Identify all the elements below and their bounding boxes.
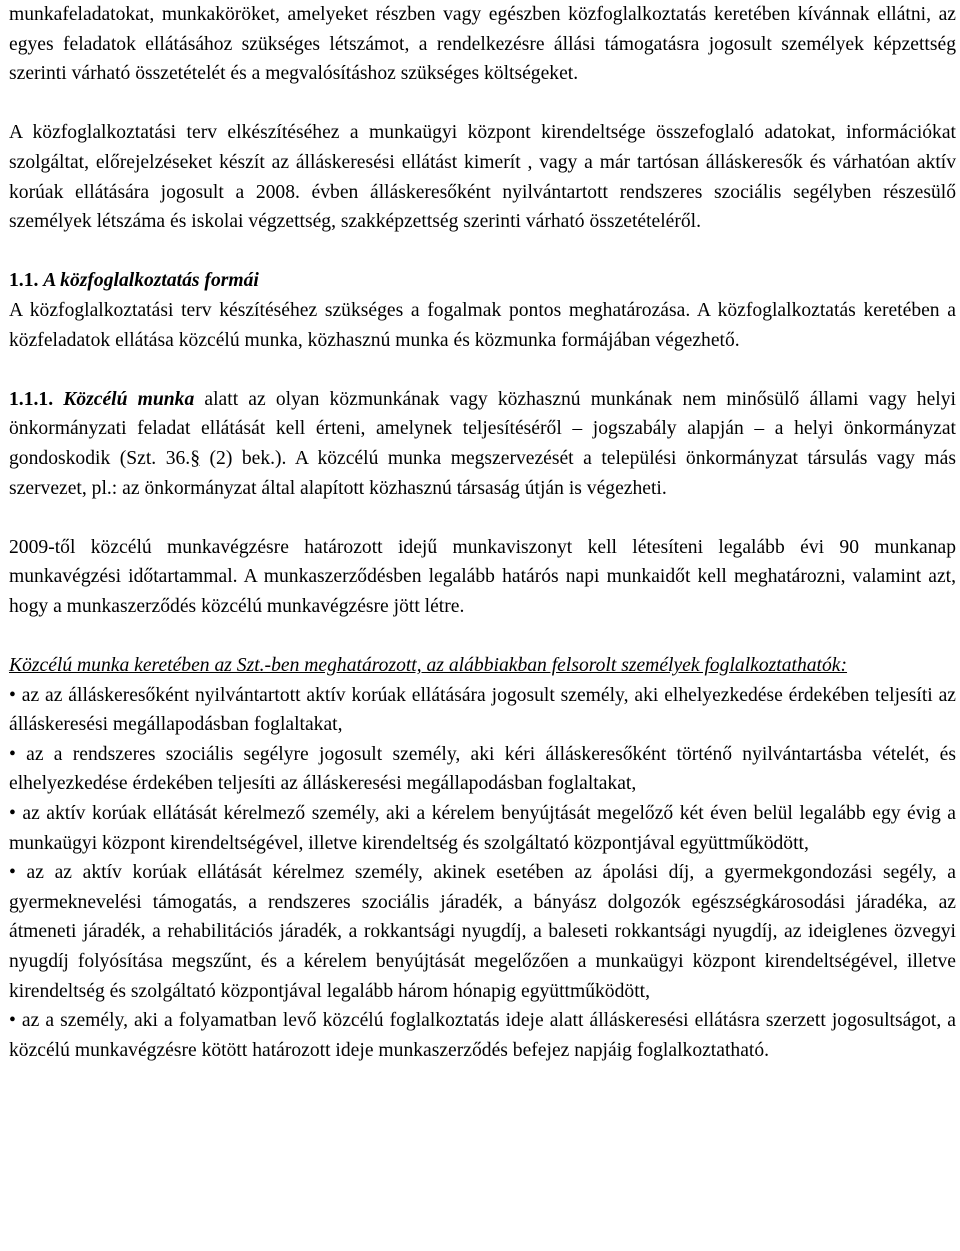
section-number: 1.1. — [9, 270, 39, 292]
section-1-1-1-paragraph — [9, 385, 956, 503]
section-title: A közfoglalkoztatás formái — [43, 270, 259, 292]
subsection-number: 1.1.1. — [9, 388, 54, 410]
list-item: • az az álláskeresőként nyilvántartott aktív korúak ellátására jogosult személy, aki elhelyezkedése érdekében teljesíti az álláskeresési megállapodásban foglaltakat, — [9, 684, 956, 736]
term-kozcelu-munka: Közcélú munka — [63, 388, 195, 410]
para-2009: 2009-től közcélú munkavégzésre határozott idejű munkaviszonyt kell létesíteni legalább évi 90 munkanap munkavégzési időtartammal. A munkaszerződésben legalább határós napi munkaidőt kell meghatározni, valamint azt, hogy a munkaszerződés közcélú munkavégzésre jött létre. — [9, 536, 956, 617]
list-item: • az a rendszeres szociális segélyre jogosult személy, aki kéri álláskeresőként történő nyilvántartásba vételét, és elhelyezkedése érdekében teljesíti az álláskeresési megállapodásban foglaltakat, — [9, 743, 956, 795]
list-intro: Közcélú munka keretében az Szt.-ben meghatározott, az alábbiakban felsorolt személyek foglalkoztathatók: — [9, 655, 848, 677]
list-item: • az az aktív korúak ellátását kérelmez személy, akinek esetében az ápolási díj, a gyermekgondozási segély, a gyermeknevelési támogatás, a rendszeres szociális járadék, a bányász dolgozók egészségkárosodási járadéka, az átmeneti járadék, a rehabilitációs járadék, a rokkantsági nyugdíj, a baleseti rokkantsági nyugdíj, az ideiglenes özvegyi nyugdíj folyósítása megszűnt, és a kérelem benyújtását megelőzően a munkaügyi központ kirendeltségével, illetve kirendeltség és szolgáltató központjával legalább három hónapig együttműködött, — [9, 862, 956, 1002]
document-page — [9, 0, 956, 1065]
subsection-text-b: (2) bek.). A közcélú munka megszervezését a települési önkormányzat társulás vagy más szervezet, pl.: az önkormányzat által alapított közhasznú társaság útján is végezheti. — [9, 447, 956, 499]
list-item: • az aktív korúak ellátását kérelmező személy, aki a kérelem benyújtását megelőző két éven belül legalább egy évig a munkaügyi központ kirendeltségével, illetve kirendeltség és szolgáltató központjával együttműködött, — [9, 803, 956, 854]
section-1-1-heading — [9, 266, 956, 296]
subsection-text-a: alatt az olyan közmunkának vagy közhasznú munkának nem minősülő állami vagy helyi önkormányzati feladat ellátását kell érteni, amelynek teljesítéséről – jogszabály alapján – a helyi önkormányzat gondoskodik (Szt. 36. — [9, 388, 956, 469]
list-item: • az a személy, aki a folyamatban levő közcélú foglalkoztatás ideje alatt álláskeresési ellátásra szerzett jogosultságot, a közcélú munkavégzésre kötött határozott ideje munkaszerződés befejez napjáig foglalkoztatható. — [9, 1010, 956, 1061]
plan-paragraph: A közfoglalkoztatási terv elkészítéséhez a munkaügyi központ kirendeltsége összefoglaló adatokat, információkat szolgáltat, előrejelzéseket készít az álláskeresési ellátást kimerít , vagy a már tartósan álláskeresők és várhatóan aktív korúak ellátására jogosult a 2008. évben álláskeresőként nyilvántartott rendszeres szociális segélyben részesülő személyek létszáma és iskolai végzettség, szakképzettség szerinti várható összetételéről. — [9, 122, 956, 233]
section-sign: § — [190, 447, 200, 469]
section-1-1-text: A közfoglalkoztatási terv készítéséhez szükséges a fogalmak pontos meghatározása. A közfoglalkoztatás keretében a közfeladatok ellátása közcélú munka, közhasznú munka és közmunka formájában végezhető. — [9, 299, 956, 351]
intro-paragraph: munkafeladatokat, munkaköröket, amelyeket részben vagy egészben közfoglalkoztatás keretében kívánnak ellátni, az egyes feladatok ellátásához szükséges létszámot, a rendelkezésre állási támogatásra jogosult személyek képzettség szerinti várható összetételét és a megvalósításhoz szükséges költségeket. — [9, 4, 956, 85]
